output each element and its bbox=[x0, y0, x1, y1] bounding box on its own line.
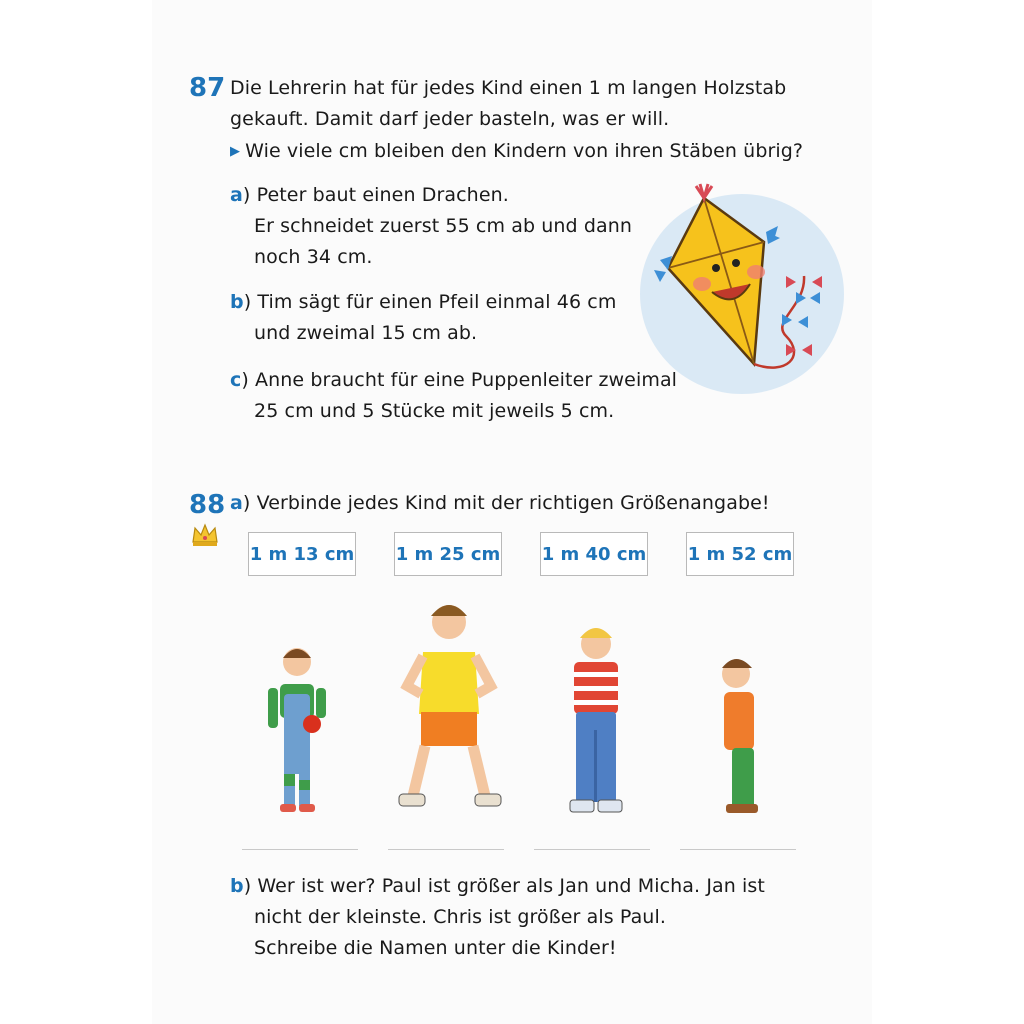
answer-line-3[interactable] bbox=[534, 849, 650, 850]
task-87a-text: ) Peter baut einen Drachen. bbox=[242, 184, 509, 206]
task-88a-line bbox=[230, 488, 770, 519]
task-87c-label: c bbox=[230, 369, 242, 391]
task-88a-label: a bbox=[230, 492, 243, 514]
task-87a-line2: Er schneidet zuerst 55 cm ab und dann bbox=[254, 215, 633, 237]
task-87-question-text: Wie viele cm bleiben den Kindern von ihren Stäben übrig? bbox=[245, 140, 804, 162]
task-88b-text: ) Wer ist wer? Paul ist größer als Jan und Micha. Jan ist bbox=[243, 875, 765, 897]
answer-line-4[interactable] bbox=[680, 849, 796, 850]
task-87b-text: ) Tim sägt für einen Pfeil einmal 46 cm bbox=[243, 291, 617, 313]
task-87c-line1 bbox=[230, 365, 677, 396]
crown-icon bbox=[190, 522, 220, 548]
task-87b-label: b bbox=[230, 291, 244, 313]
task-87a-line3: noch 34 cm. bbox=[254, 246, 373, 268]
task-87-question bbox=[230, 136, 803, 167]
kite-illustration bbox=[636, 176, 848, 402]
task-87-intro-line1: Die Lehrerin hat für jedes Kind einen 1 m langen Holzstab bbox=[230, 77, 787, 99]
task-88b-line3: Schreibe die Namen unter die Kinder! bbox=[254, 937, 617, 959]
task-87a-line1 bbox=[230, 180, 509, 211]
height-box-1[interactable]: 1 m 13 cm bbox=[248, 532, 356, 576]
task-87b-line1 bbox=[230, 287, 616, 318]
child-2-figure bbox=[393, 596, 505, 820]
task-88-number: 88 bbox=[189, 490, 226, 520]
task-87-intro-line2: gekauft. Damit darf jeder basteln, was er will. bbox=[230, 108, 670, 130]
child-1-figure bbox=[262, 640, 332, 820]
task-87a-label: a bbox=[230, 184, 243, 206]
task-87c-text: ) Anne braucht für eine Puppenleiter zweimal bbox=[241, 369, 678, 391]
height-box-4[interactable]: 1 m 52 cm bbox=[686, 532, 794, 576]
task-87b-line2: und zweimal 15 cm ab. bbox=[254, 322, 478, 344]
triangle-right-icon: ▶ bbox=[230, 144, 241, 159]
task-88b-line1 bbox=[230, 871, 765, 902]
child-4-figure bbox=[706, 654, 770, 820]
height-box-3[interactable]: 1 m 40 cm bbox=[540, 532, 648, 576]
task-88a-text: ) Verbinde jedes Kind mit der richtigen Größenangabe! bbox=[242, 492, 770, 514]
answer-line-1[interactable] bbox=[242, 849, 358, 850]
height-box-2[interactable]: 1 m 25 cm bbox=[394, 532, 502, 576]
child-3-figure bbox=[560, 620, 632, 820]
task-87c-line2: 25 cm und 5 Stücke mit jeweils 5 cm. bbox=[254, 400, 615, 422]
answer-line-2[interactable] bbox=[388, 849, 504, 850]
task-88b-label: b bbox=[230, 875, 244, 897]
task-87-number: 87 bbox=[189, 73, 226, 103]
task-88b-line2: nicht der kleinste. Chris ist größer als Paul. bbox=[254, 906, 666, 928]
